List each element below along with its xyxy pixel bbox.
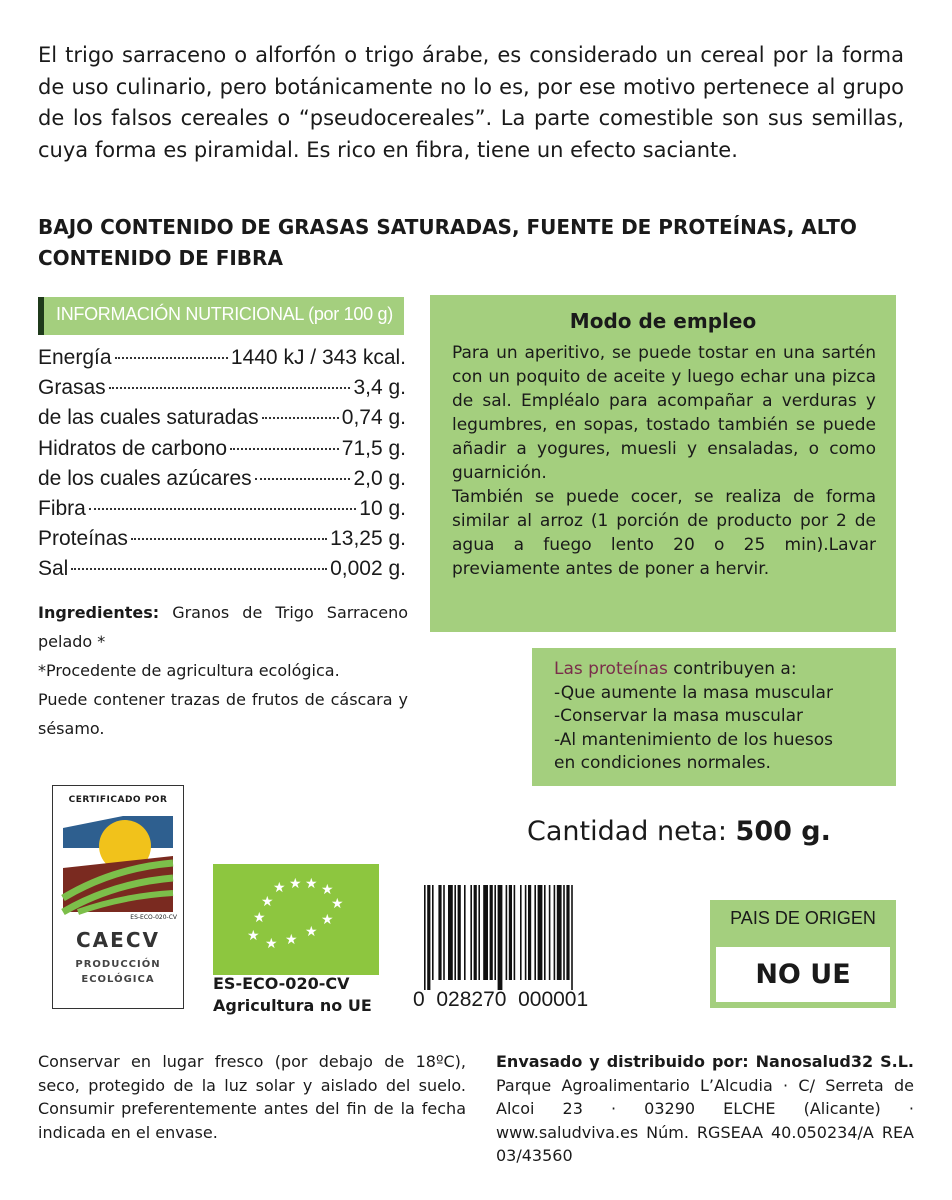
barcode-bar	[438, 885, 441, 980]
nutrition-label: Energía	[38, 346, 112, 369]
nutrition-label: Grasas	[38, 376, 106, 400]
barcode-bar	[534, 885, 536, 980]
usage-box	[430, 295, 896, 632]
caecv-certified-label: CERTIFICADO POR	[68, 795, 168, 805]
barcode-bar	[498, 885, 503, 990]
svg-text:★: ★	[261, 894, 274, 910]
barcode-bar	[458, 885, 461, 980]
origin-box	[710, 900, 896, 1008]
nutrition-row	[38, 346, 406, 376]
nutrition-value: 0,002 g.	[330, 557, 406, 581]
leader-dots	[109, 387, 351, 389]
leader-dots	[71, 568, 327, 570]
caecv-logo	[52, 785, 184, 1009]
nutrition-value: 0,74 g.	[341, 406, 406, 430]
protein-item: -Que aumente la masa muscular	[554, 682, 833, 703]
nutrition-header-bar	[38, 297, 44, 335]
eu-organic-logo	[213, 864, 379, 975]
barcode-bar	[514, 885, 516, 980]
barcode-bar	[494, 885, 496, 980]
caecv-name: CAECV	[76, 928, 160, 952]
leader-dots	[131, 538, 327, 540]
protein-intro-line	[554, 658, 884, 682]
barcode-bar	[474, 885, 477, 980]
protein-item: -Conservar la masa muscular	[554, 706, 803, 726]
nutrition-value: 13,25 g.	[330, 527, 406, 551]
nutrition-row	[38, 557, 406, 587]
svg-text:★: ★	[285, 932, 298, 948]
ingredients-note: *Procedente de agricultura ecológica.	[38, 661, 340, 680]
barcode-bar	[566, 885, 569, 980]
nutrition-label: Fibra	[38, 496, 86, 520]
nutrition-row	[38, 406, 406, 436]
nutrition-row	[38, 437, 406, 467]
product-description: El trigo sarraceno o alforfón o trigo árabe, es considerado un cereal por la forma de uso culinario, pero botánicamente no lo es, por ese motivo pertenece al grupo de los falsos cereales o “pseudocereales”. La parte comestible son sus semillas, cuya forma es piramidal. Es rico en fibra, tiene un efecto saciante.	[38, 43, 904, 162]
svg-text:★: ★	[273, 880, 286, 896]
nutrition-value: 2,0 g.	[353, 466, 406, 490]
svg-text:★: ★	[289, 876, 302, 892]
barcode-bar	[448, 885, 453, 980]
barcode-bar	[464, 885, 466, 980]
usage-paragraph: También se puede cocer, se realiza de forma similar al arroz (1 porción de producto por 2 de agua a fuego lento 20 o 25 min).Lavar previamente antes de poner a hervir.	[452, 487, 876, 579]
barcode-bar	[483, 885, 488, 980]
barcode-bar	[506, 885, 508, 980]
nutrition-value: 1440 kJ / 343 kcal.	[230, 346, 406, 369]
origin-value: NO UE	[755, 959, 851, 990]
barcode-bar	[538, 885, 543, 980]
caecv-subtitle: ECOLÓGICA	[81, 974, 155, 985]
nutrition-label: Hidratos de carbono	[38, 436, 228, 460]
svg-text:★: ★	[265, 936, 278, 952]
svg-text:★: ★	[331, 896, 344, 912]
origin-value-box	[716, 947, 890, 1002]
barcode-digits: 0 028270 000001	[413, 988, 589, 1011]
barcode-bar	[432, 885, 434, 980]
distributor-info	[496, 1050, 914, 1168]
barcode-bar	[520, 885, 522, 980]
svg-text:★: ★	[253, 910, 266, 926]
usage-text	[452, 341, 876, 581]
svg-text:★: ★	[247, 928, 260, 944]
net-quantity	[527, 816, 831, 847]
svg-text:★: ★	[321, 882, 334, 898]
nutrition-value: 71,5 g.	[341, 436, 406, 460]
barcode-icon	[420, 885, 648, 990]
protein-intro: contribuyen a:	[667, 659, 797, 679]
nutrition-label: de los cuales azúcares	[38, 466, 252, 490]
nutrition-label: Sal	[38, 557, 69, 581]
barcode-bar	[525, 885, 527, 980]
protein-text	[554, 658, 884, 776]
leader-dots	[89, 508, 356, 510]
protein-box	[532, 648, 896, 786]
barcode-bar	[557, 885, 562, 980]
ingredients-text: Granos de Trigo Sarraceno pelado *	[38, 603, 409, 651]
net-quantity-value: 500 g.	[735, 816, 831, 847]
nutrition-label: Proteínas	[38, 527, 128, 551]
barcode-bar	[443, 885, 445, 980]
protein-item: -Al mantenimiento de los huesos	[554, 729, 834, 750]
leader-dots	[255, 478, 351, 480]
svg-text:★: ★	[305, 924, 318, 940]
nutrition-claims: BAJO CONTENIDO DE GRASAS SATURADAS, FUENTE DE PROTEÍNAS, ALTO CONTENIDO DE FIBRA	[38, 215, 857, 270]
barcode-bar	[544, 885, 546, 980]
protein-item: en condiciones normales.	[554, 753, 771, 773]
barcode-bar	[554, 885, 556, 980]
nutrition-value: 10 g.	[359, 496, 406, 520]
allergens-note: Puede contener trazas de frutos de cáscara y sésamo.	[38, 690, 408, 738]
nutrition-row	[38, 497, 406, 527]
eu-agriculture-origin: Agricultura no UE	[213, 996, 372, 1015]
nutrition-label: de las cuales saturadas	[38, 406, 259, 430]
nutrition-header	[38, 297, 404, 335]
nutrition-table	[38, 346, 406, 588]
distributor-address: Parque Agroalimentario L’Alcudia · C/ Serreta de Alcoi 23 · 03290 ELCHE (Alicante) · www.saludviva.es Núm. RGSEAA 40.050234/A REA 03/43560	[496, 1075, 914, 1165]
protein-highlight: Las proteínas	[554, 659, 668, 679]
ingredients-block	[38, 598, 408, 743]
distributor-label: Envasado y distribuido por: Nanosalud32 S.L.	[496, 1052, 914, 1071]
origin-title: PAIS DE ORIGEN	[730, 908, 876, 928]
barcode-bar	[490, 885, 493, 980]
barcode-bar	[470, 885, 472, 980]
barcode-bar	[509, 885, 512, 980]
nutrition-row	[38, 527, 406, 557]
caecv-emblem-icon	[53, 808, 183, 918]
storage-instructions: Conservar en lugar fresco (por debajo de 18ºC), seco, protegido de la luz solar y aislado del suelo. Consumir preferentemente antes del fin de la fecha indicada en el envase.	[38, 1052, 466, 1142]
leader-dots	[262, 417, 339, 419]
svg-text:★: ★	[321, 912, 334, 928]
barcode-bar	[528, 885, 531, 980]
ingredients-line	[38, 598, 408, 656]
barcode-bar	[454, 885, 456, 980]
eu-organic-code: ES-ECO-020-CV	[213, 974, 350, 993]
net-quantity-label: Cantidad neta:	[527, 816, 736, 847]
ingredients-label: Ingredientes:	[38, 603, 160, 622]
nutrition-title: INFORMACIÓN NUTRICIONAL (por 100 g)	[56, 304, 393, 324]
leader-dots	[115, 357, 228, 359]
nutrition-value: 3,4 g.	[353, 376, 406, 400]
barcode-bar	[563, 885, 565, 980]
barcode-bar	[427, 885, 430, 990]
nutrition-row	[38, 376, 406, 406]
caecv-subtitle: PRODUCCIÓN	[75, 959, 161, 970]
barcode-bar	[571, 885, 573, 990]
eu-leaf-stars-icon	[213, 864, 379, 975]
usage-paragraph: Para un aperitivo, se puede tostar en una sartén con un poquito de aceite y luego echar una pizca de sal. Empléalo para acompañar a verduras y legumbres, en sopas, tostado también se puede añadir a yogures, muesli y ensaladas, o como guarnición.	[452, 343, 876, 483]
svg-text:★: ★	[305, 876, 318, 892]
barcode-bar	[424, 885, 426, 990]
barcode-bar	[478, 885, 480, 980]
nutrition-row	[38, 467, 406, 497]
usage-title: Modo de empleo	[569, 309, 757, 333]
leader-dots	[230, 448, 339, 450]
barcode-bar	[549, 885, 551, 980]
caecv-code: ES-ECO-020-CV	[130, 914, 177, 921]
